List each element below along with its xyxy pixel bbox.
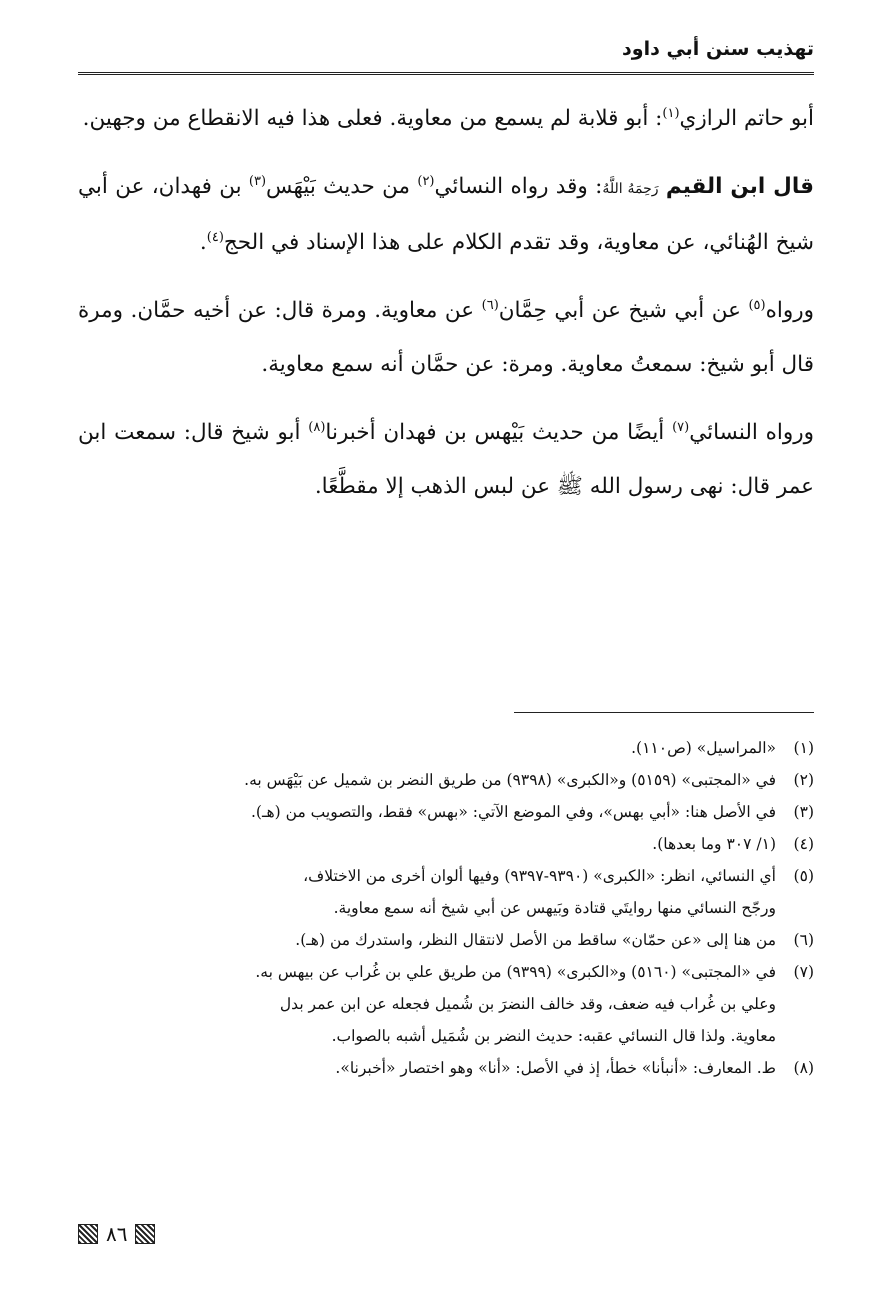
text: بن فهدان، عن أبي شيخ الهُنائي، عن معاوية، وقد تقدم الكلام على هذا الإسناد في الحج xyxy=(78,174,814,255)
footnote xyxy=(78,764,814,796)
footnote-line: «المراسيل» (ص١١٠). xyxy=(631,739,776,757)
footnote-number: (٨) xyxy=(793,1059,814,1077)
paragraph-2 xyxy=(78,160,814,270)
text: عن معاوية. ومرة قال: عن أخيه حمَّان. ومرة قال أبو شيخ: سمعتُ معاوية. ومرة: عن حمَّان أنه سمع معاوية. xyxy=(78,298,814,377)
footnote-line: وعلي بن غُراب فيه ضعف، وقد خالف النضرَ بن شُميل فجعله عن ابن عمر بدل xyxy=(279,995,776,1013)
ornament-icon xyxy=(135,1224,155,1244)
footnote-text xyxy=(78,924,776,956)
footnote-number: (٤) xyxy=(793,835,814,853)
footnote xyxy=(78,796,814,828)
footnote-line: في «المجتبى» (٥١٦٠) و«الكبرى» (٩٣٩٩) من طريق علي بن غُراب عن بيهس به. xyxy=(255,963,776,981)
running-title: تهذيب سنن أبي داود xyxy=(622,38,814,60)
footnote-ref: (٥) xyxy=(748,297,766,313)
footnote-line: معاوية. ولذا قال النسائي عقبه: حديث النضر بن شُمَيل أشبه بالصواب. xyxy=(331,1027,776,1045)
ornament-icon xyxy=(78,1224,98,1244)
text: أبو شيخ قال: سمعت ابن عمر قال: نهى رسول الله ﷺ عن لبس الذهب إلا مقطَّعًا. xyxy=(78,420,814,499)
footnote-ref: (٧) xyxy=(672,419,690,435)
page-number-block xyxy=(78,1222,155,1246)
speaker-name: قال ابن القيم xyxy=(665,174,814,199)
footnote-line: من هنا إلى «عن حمّان» ساقط من الأصل لانتقال النظر، واستدرك من (هـ). xyxy=(295,931,776,949)
text: : وقد رواه النسائي xyxy=(434,174,603,199)
footnote-text xyxy=(78,796,776,828)
text: من حديث بَيْهَس xyxy=(266,174,418,199)
footnote-number: (٦) xyxy=(793,931,814,949)
footnote-text xyxy=(78,828,776,860)
footnote-number: (٧) xyxy=(793,963,814,981)
paragraph-3 xyxy=(78,284,814,392)
text: ورواه xyxy=(765,298,814,323)
footnote-text xyxy=(78,860,776,924)
text: ورواه النسائي xyxy=(689,420,815,445)
footnote-text xyxy=(78,732,776,764)
footnote-ref: (٣) xyxy=(248,173,267,189)
footnote-line: ط. المعارف: «أنبأنا» خطأ، إذ في الأصل: «أنا» وهو اختصار «أخبرنا». xyxy=(335,1059,776,1077)
footnote-line: (١/ ٣٠٧ وما بعدها). xyxy=(652,835,776,853)
footnote-number: (٥) xyxy=(793,867,814,885)
footnote-text xyxy=(78,956,776,1052)
footnote-line: في «المجتبى» (٥١٥٩) و«الكبرى» (٩٣٩٨) من طريق النضر بن شميل عن بَيْهَس به. xyxy=(244,771,776,789)
paragraph-1 xyxy=(78,92,814,146)
text: أيضًا من حديث بَيْهس بن فهدان أخبرنا xyxy=(325,420,673,445)
running-header xyxy=(78,30,814,75)
footnote xyxy=(78,1052,814,1084)
main-text xyxy=(78,92,814,528)
footnote-text xyxy=(78,1052,776,1084)
footnote-number: (١) xyxy=(793,739,814,757)
footnote xyxy=(78,924,814,956)
page-number: ٨٦ xyxy=(106,1222,128,1246)
footnote-ref: (٦) xyxy=(481,297,499,313)
footnote-line: أي النسائي، انظر: «الكبرى» (٩٣٩٠-٩٣٩٧) وفيها ألوان أخرى من الاختلاف، xyxy=(303,867,776,885)
honorific: رَحِمَهُ اللَّهُ xyxy=(602,181,659,197)
footnote-ref: (٨) xyxy=(308,419,326,435)
footnote xyxy=(78,860,814,924)
text: . xyxy=(199,230,207,255)
footnote-number: (٣) xyxy=(793,803,814,821)
text: أبو حاتم الرازي xyxy=(679,106,814,131)
footnote-number: (٢) xyxy=(793,771,814,789)
footnote-ref: (٤) xyxy=(206,229,224,245)
footnote-text xyxy=(78,764,776,796)
footnote-ref: (١) xyxy=(662,105,680,121)
text: : أبو قلابة لم يسمع من معاوية. فعلى هذا فيه الانقطاع من وجهين. xyxy=(82,106,663,131)
footnote xyxy=(78,956,814,1052)
text: عن أبي شيخ عن أبي حِمَّان xyxy=(498,298,749,323)
footnote xyxy=(78,828,814,860)
footnote-line: ورجّح النسائي منها روايتَي قتادة وبَيهس عن أبي شيخ أنه سمع معاوية. xyxy=(333,899,776,917)
footnote-line: في الأصل هنا: «أبي بهس»، وفي الموضع الآتي: «بهس» فقط، والتصويب من (هـ). xyxy=(250,803,776,821)
paragraph-4 xyxy=(78,406,814,514)
footnote-ref: (٢) xyxy=(417,173,435,189)
footnotes xyxy=(78,732,814,1084)
footnote xyxy=(78,732,814,764)
footnote-divider xyxy=(514,712,814,713)
